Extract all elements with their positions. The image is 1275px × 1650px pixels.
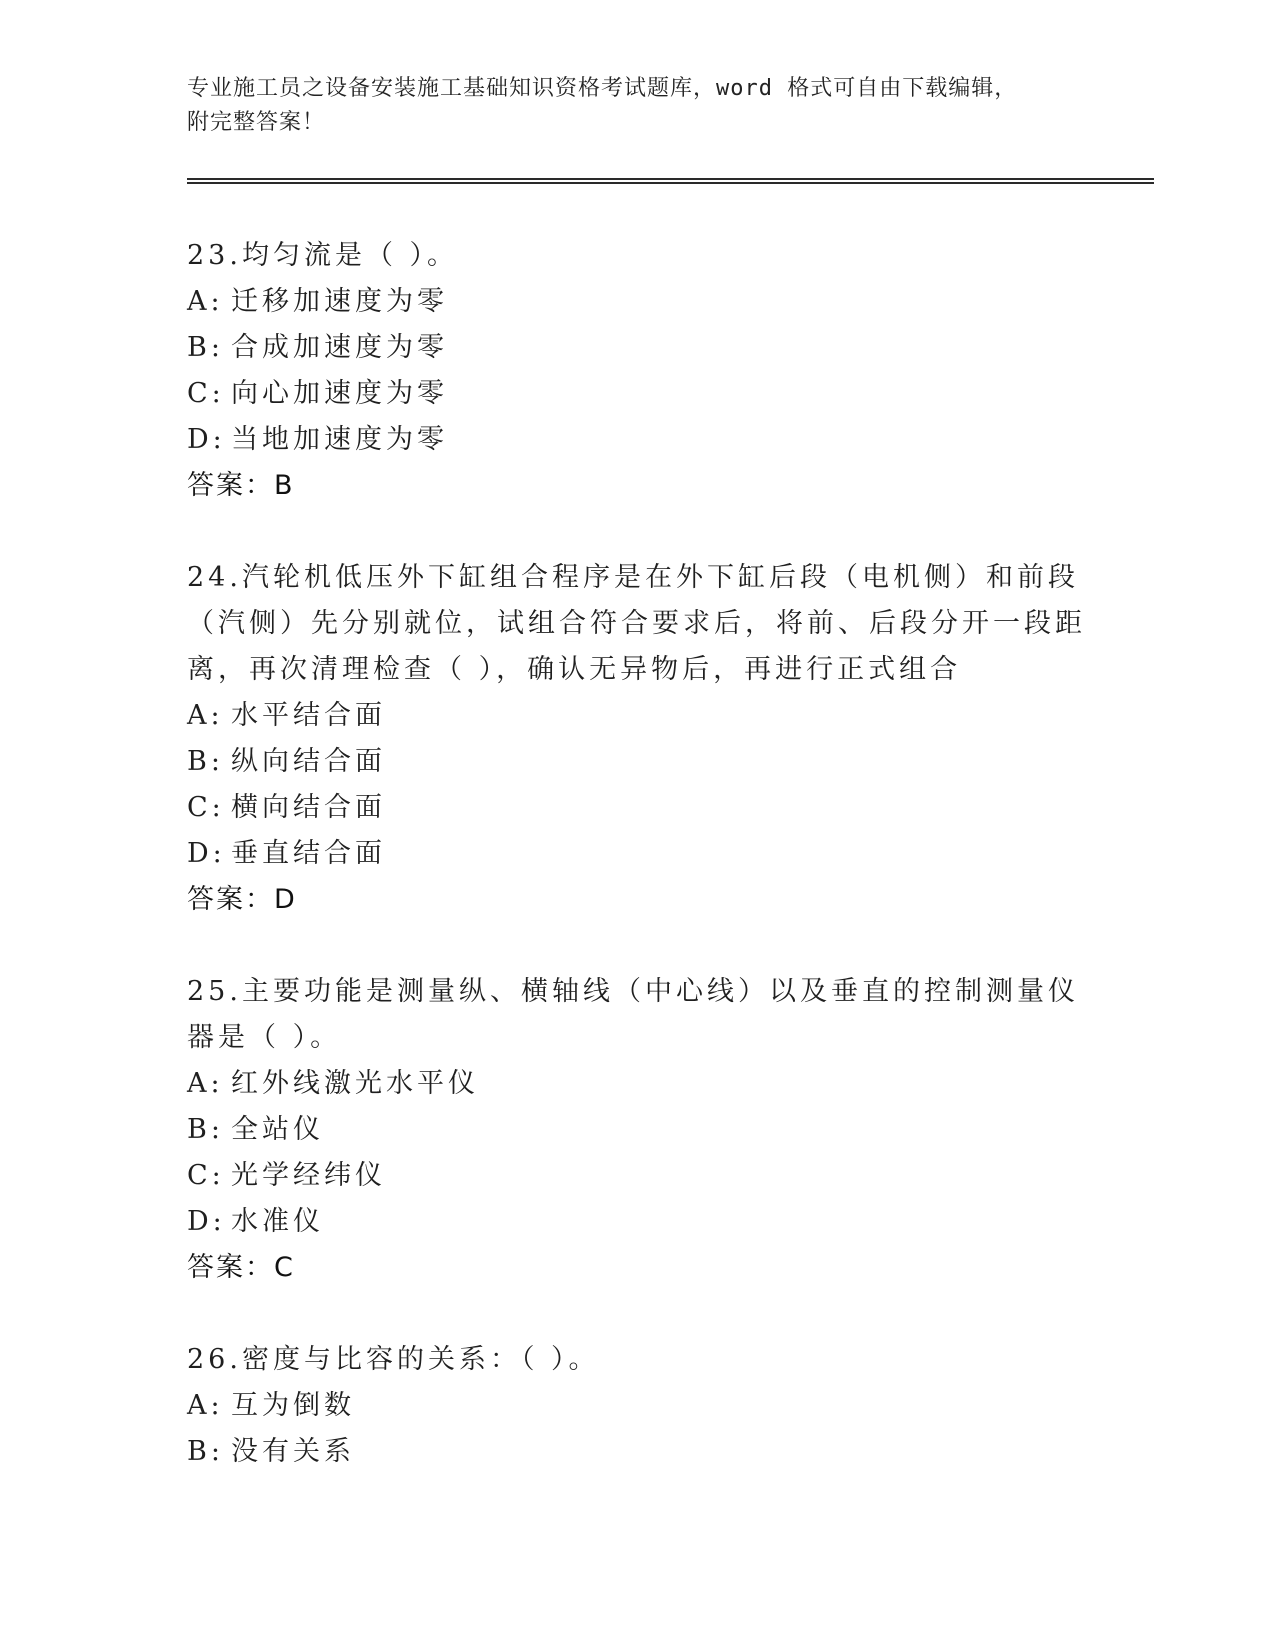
question-stem: 主要功能是测量纵、横轴线（中心线）以及垂直的控制测量仪器是（ ）。 xyxy=(187,976,1079,1053)
option-text: 当地加速度为零 xyxy=(231,424,448,455)
option-text: 横向结合面 xyxy=(231,792,386,823)
option-key: C: xyxy=(187,1160,225,1191)
answer-line: 答案：D xyxy=(187,884,297,915)
header-double-rule xyxy=(187,178,1154,184)
option-a xyxy=(187,1061,1087,1107)
option-b xyxy=(187,325,1087,371)
option-b xyxy=(187,1429,1087,1475)
option-key: A: xyxy=(187,700,224,731)
question-list xyxy=(187,233,1087,1521)
option-text: 全站仪 xyxy=(231,1114,324,1145)
option-text: 光学经纬仪 xyxy=(231,1160,386,1191)
option-d xyxy=(187,417,1087,463)
option-c xyxy=(187,1153,1087,1199)
option-key: B: xyxy=(187,332,224,363)
option-c xyxy=(187,371,1087,417)
question-number: 25. xyxy=(187,976,242,1007)
option-text: 合成加速度为零 xyxy=(231,332,448,363)
option-text: 没有关系 xyxy=(231,1436,355,1467)
option-text: 互为倒数 xyxy=(231,1390,355,1421)
question-24 xyxy=(187,555,1087,923)
question-text xyxy=(187,555,1087,693)
header-line-1: 专业施工员之设备安装施工基础知识资格考试题库，word 格式可自由下载编辑， xyxy=(187,76,1018,101)
question-26 xyxy=(187,1337,1087,1475)
question-text xyxy=(187,233,1087,279)
option-text: 向心加速度为零 xyxy=(231,378,448,409)
option-key: D: xyxy=(187,838,226,869)
option-a xyxy=(187,279,1087,325)
option-text: 垂直结合面 xyxy=(231,838,386,869)
option-a xyxy=(187,1383,1087,1429)
answer-line: 答案：B xyxy=(187,470,295,501)
option-key: D: xyxy=(187,1206,226,1237)
option-key: D: xyxy=(187,424,226,455)
option-text: 纵向结合面 xyxy=(231,746,386,777)
question-number: 26. xyxy=(187,1344,242,1375)
question-stem: 汽轮机低压外下缸组合程序是在外下缸后段（电机侧）和前段（汽侧）先分别就位，试组合符合要求后，将前、后段分开一段距离，再次清理检查（ ），确认无异物后，再进行正式组合 xyxy=(187,562,1086,685)
header-line-2: 附完整答案！ xyxy=(187,110,326,135)
option-key: A: xyxy=(187,1390,224,1421)
document-header-note xyxy=(187,72,1067,140)
question-text xyxy=(187,969,1087,1061)
option-c xyxy=(187,785,1087,831)
question-stem: 密度与比容的关系：（ ）。 xyxy=(241,1344,600,1375)
option-key: C: xyxy=(187,792,225,823)
option-a xyxy=(187,693,1087,739)
option-d xyxy=(187,1199,1087,1245)
option-key: B: xyxy=(187,1436,224,1467)
option-text: 红外线激光水平仪 xyxy=(231,1068,479,1099)
option-b xyxy=(187,739,1087,785)
option-text: 水平结合面 xyxy=(231,700,386,731)
option-d xyxy=(187,831,1087,877)
question-stem: 均匀流是（ ）。 xyxy=(241,240,459,271)
option-text: 水准仪 xyxy=(231,1206,324,1237)
option-key: B: xyxy=(187,1114,224,1145)
question-number: 23. xyxy=(187,240,242,271)
question-25 xyxy=(187,969,1087,1291)
question-23 xyxy=(187,233,1087,509)
question-text xyxy=(187,1337,1087,1383)
option-key: A: xyxy=(187,286,224,317)
option-key: A: xyxy=(187,1068,224,1099)
option-b xyxy=(187,1107,1087,1153)
answer-line: 答案：C xyxy=(187,1252,295,1283)
question-number: 24. xyxy=(187,562,242,593)
option-text: 迁移加速度为零 xyxy=(231,286,448,317)
option-key: B: xyxy=(187,746,224,777)
option-key: C: xyxy=(187,378,225,409)
